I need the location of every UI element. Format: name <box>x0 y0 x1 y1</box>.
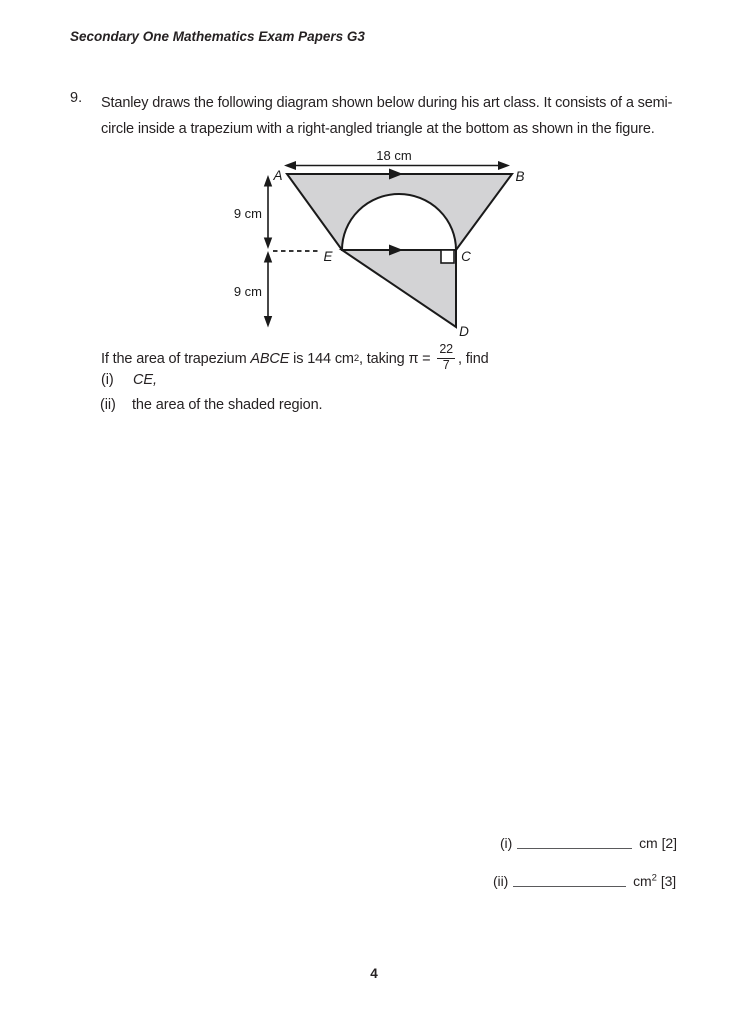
condition-tail: , find <box>457 351 489 367</box>
part-ii-text: the area of the shaded region. <box>132 397 323 413</box>
answer-ii-unit-sup: 2 <box>651 872 657 884</box>
answer-ii-unit-text: cm <box>633 873 652 889</box>
answer-i-unit-text: cm <box>639 835 658 851</box>
question-text-line-2: circle inside a trapezium with a right-angled triangle at the bottom as shown in the figure. <box>101 121 655 137</box>
vertex-label-e: E <box>323 249 333 264</box>
vertex-label-a: A <box>273 168 283 183</box>
trapezium-name: ABCE <box>250 351 290 367</box>
question-number: 9. <box>70 90 83 106</box>
question-part-ii <box>100 397 322 413</box>
condition-mid: is 144 cm <box>289 351 354 367</box>
geometry-diagram <box>230 140 545 345</box>
right-angle-marker <box>441 250 454 263</box>
page-number: 4 <box>370 966 378 981</box>
answer-i-blank <box>517 835 632 849</box>
answer-row-i <box>500 835 677 851</box>
pi-fraction <box>437 343 455 373</box>
arrowhead-up-icon <box>264 251 272 263</box>
question-text <box>101 90 701 142</box>
arrowhead-left-icon <box>284 161 296 170</box>
answer-ii-marks: [3] <box>660 873 677 889</box>
question-condition: If the area of trapezium ABCE is 144 cm 2 , taking π = $\frac{22}{7}$ , find <box>101 342 489 372</box>
part-i-text: CE, <box>133 372 157 388</box>
dimension-label-top: 18 cm <box>376 148 412 163</box>
answer-ii-unit <box>633 873 676 889</box>
answer-i-marks: [2] <box>661 835 677 851</box>
answer-i-unit <box>639 835 677 851</box>
triangle-ecd <box>342 250 456 327</box>
part-ii-label: (ii) <box>100 397 116 413</box>
vertex-label-b: B <box>515 169 525 184</box>
question-part-i <box>101 372 157 388</box>
arrowhead-down-icon <box>264 316 272 328</box>
fraction-numerator: 22 <box>437 343 455 359</box>
arrowhead-up-icon <box>264 175 272 187</box>
arrowhead-down-icon <box>264 238 272 250</box>
part-i-label: (i) <box>101 372 114 388</box>
vertex-label-c: C <box>461 249 471 264</box>
fraction-denominator: 7 <box>442 358 450 372</box>
answer-i-label: (i) <box>500 835 513 851</box>
question-text-line-1: Stanley draws the following diagram shown below during his art class. It consists of a semi- <box>101 95 673 111</box>
page-header: Secondary One Mathematics Exam Papers G3 <box>70 29 365 44</box>
condition-lead: If the area of trapezium <box>101 351 251 367</box>
arrowhead-right-icon <box>498 161 510 170</box>
answer-ii-label: (ii) <box>493 873 509 889</box>
answer-ii-blank <box>513 873 626 887</box>
condition-taking: , taking π = <box>359 351 435 367</box>
dimension-label-left-upper: 9 cm <box>233 206 262 221</box>
dimension-label-left-lower: 9 cm <box>233 284 262 299</box>
vertex-label-d: D <box>459 324 469 339</box>
answer-row-ii <box>493 873 676 889</box>
